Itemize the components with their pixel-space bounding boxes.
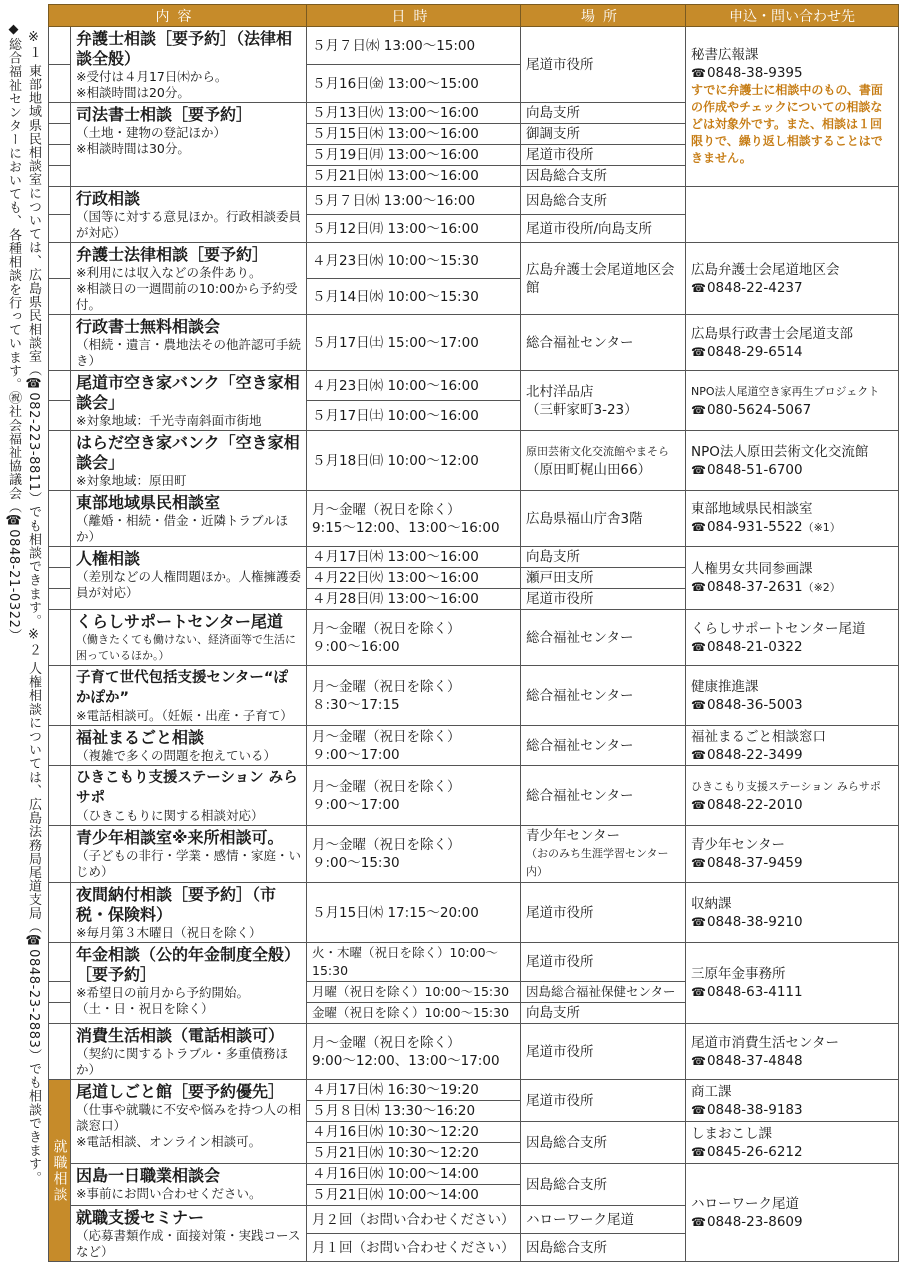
contact-cell: 広島県行政書士会尾道支部 ☎ 0848-29-6514 xyxy=(686,315,899,371)
table-row xyxy=(49,883,899,943)
table-row xyxy=(49,1024,899,1080)
place-cell: 因島総合支所 xyxy=(521,1122,686,1164)
contact-cell: 広島弁護士会尾道地区会 ☎ 0848-22-4237 xyxy=(686,243,899,315)
date-cell: ５月14日㈬ 10:00～15:30 xyxy=(307,279,521,315)
table-row xyxy=(49,943,899,982)
place-cell: 総合福祉センター xyxy=(521,315,686,371)
date-cell: ５月17日㈯ 15:00～17:00 xyxy=(307,315,521,371)
place-cell: 尾道市役所/向島支所 xyxy=(521,215,686,243)
content-cell: 因島一日職業相談会 ※事前にお問い合わせください。 xyxy=(71,1164,307,1206)
contact-cell: NPO法人尾道空き家再生プロジェクト ☎ 080-5624-5067 xyxy=(686,371,899,431)
place-cell: 総合福祉センター xyxy=(521,726,686,766)
date-cell: 月～金曜（祝日を除く） ９:00～15:30 xyxy=(307,826,521,883)
date-cell: ５月19日㈪ 13:00～16:00 xyxy=(307,145,521,166)
place-cell: 尾道市役所 xyxy=(521,27,686,103)
content-cell: 尾道しごと館［要予約優先］ （仕事や就職に不安や悩みを持つ人の相談窓口） ※電話相談、オンライン相談可。 xyxy=(71,1080,307,1164)
date-cell: ５月16日㈮ 13:00～15:00 xyxy=(307,65,521,103)
place-cell: 青少年センター （おのみち生涯学習センター内） xyxy=(521,826,686,883)
place-cell: 広島県福山庁舎3階 xyxy=(521,491,686,547)
date-cell: ５月15日㈭ 17:15～20:00 xyxy=(307,883,521,943)
content-cell: 年金相談（公的年金制度全般）［要予約］ ※希望日の前月から予約開始。 （土・日・祝日を除く） xyxy=(71,943,307,1024)
content-cell: 東部地域県民相談室 （離婚・相続・借金・近隣トラブルほか） xyxy=(71,491,307,547)
content-cell: 就職支援セミナー （応募書類作成・面接対策・実践コースなど） xyxy=(71,1206,307,1262)
date-cell: ４月17日㈭ 16:30～19:20 xyxy=(307,1080,521,1101)
contact-cell: NPO法人原田芸術文化交流館 ☎ 0848-51-6700 xyxy=(686,431,899,491)
date-cell: ４月22日㈫ 13:00～16:00 xyxy=(307,568,521,589)
contact-cell: 東部地域県民相談室 ☎ 084-931-5522（※1） xyxy=(686,491,899,547)
table-row xyxy=(49,491,899,547)
date-cell: ５月21日㈬ 13:00～16:00 xyxy=(307,166,521,187)
side-note-1: ※１ 東部地域県民相談室については、広島県民相談室（☎082-223-8811）でも相談できます。※２ 人権相談については、広島法務局尾道支局（☎0848-23-2883）でも相談できます。 xyxy=(26,30,41,1185)
place-cell: 原田芸術文化交流館やまそら （原田町梶山田66） xyxy=(521,431,686,491)
contact-cell xyxy=(686,187,899,243)
place-cell: 瀬戸田支所 xyxy=(521,568,686,589)
date-cell: ５月13日㈫ 13:00～16:00 xyxy=(307,103,521,124)
header-place: 場所 xyxy=(521,5,686,27)
content-cell: 福祉まるごと相談 （複雑で多くの問題を抱えている） xyxy=(71,726,307,766)
date-cell: 月～金曜（祝日を除く） 9:00～12:00、13:00～17:00 xyxy=(307,1024,521,1080)
date-cell: ５月７日㈬ 13:00～15:00 xyxy=(307,27,521,65)
contact-cell: 福祉まるごと相談窓口 ☎ 0848-22-3499 xyxy=(686,726,899,766)
date-cell: ４月23日㈬ 10:00～16:00 xyxy=(307,371,521,401)
place-cell: 総合福祉センター xyxy=(521,766,686,826)
place-cell: 尾道市役所 xyxy=(521,589,686,610)
header-contact: 申込・問い合わせ先 xyxy=(686,5,899,27)
place-cell: 尾道市役所 xyxy=(521,883,686,943)
contact-cell: 尾道市消費生活センター ☎ 0848-37-4848 xyxy=(686,1024,899,1080)
date-cell: ４月17日㈭ 13:00～16:00 xyxy=(307,547,521,568)
date-cell: 金曜（祝日を除く）10:00～15:30 xyxy=(307,1003,521,1024)
date-cell: ５月18日㈰ 10:00～12:00 xyxy=(307,431,521,491)
place-cell: 向島支所 xyxy=(521,103,686,124)
date-cell: 月～金曜（祝日を除く） ９:00～16:00 xyxy=(307,610,521,666)
date-cell: 火・木曜（祝日を除く）10:00～15:30 xyxy=(307,943,521,982)
date-cell: ５月17日㈯ 10:00～16:00 xyxy=(307,401,521,431)
contact-cell: 人権男女共同参画課 ☎ 0848-37-2631（※2） xyxy=(686,547,899,610)
date-cell: ４月16日㈬ 10:30～12:20 xyxy=(307,1122,521,1143)
table-row xyxy=(49,610,899,666)
date-cell: 月１回（お問い合わせください） xyxy=(307,1234,521,1262)
place-cell: 尾道市役所 xyxy=(521,145,686,166)
place-cell: 尾道市役所 xyxy=(521,943,686,982)
content-cell: 行政書士無料相談会 （相続・遺言・農地法その他許認可手続き） xyxy=(71,315,307,371)
table-row xyxy=(49,315,899,371)
date-cell: 月～金曜（祝日を除く） ９:00～17:00 xyxy=(307,726,521,766)
place-cell: 向島支所 xyxy=(521,547,686,568)
date-cell: 月～金曜（祝日を除く） ９:00～17:00 xyxy=(307,766,521,826)
place-cell: 総合福祉センター xyxy=(521,610,686,666)
job-tag: 就職相談 xyxy=(49,1080,71,1262)
date-cell: ５月21日㈬ 10:00～14:00 xyxy=(307,1185,521,1206)
header-content: 内容 xyxy=(49,5,307,27)
date-cell: ４月28日㈪ 13:00～16:00 xyxy=(307,589,521,610)
table-row xyxy=(49,371,899,401)
contact-cell: ハローワーク尾道 ☎ 0848-23-8609 xyxy=(686,1164,899,1262)
table-header-row xyxy=(49,5,899,27)
content-cell: くらしサポートセンター尾道 （働きたくても働けない、経済面等で生活に困っているほか。） xyxy=(71,610,307,666)
content-cell: 司法書士相談［要予約］ （土地・建物の登記ほか） ※相談時間は30分。 xyxy=(71,103,307,187)
content-cell: 行政相談 （国等に対する意見ほか。行政相談委員が対応） xyxy=(71,187,307,243)
date-cell: 月２回（お問い合わせください） xyxy=(307,1206,521,1234)
place-cell: 北村洋品店 （三軒家町3-23） xyxy=(521,371,686,431)
side-note-2: ◆総合福祉センターにおいても、各種相談を行っています。㊗社会福祉協議会（☎0848-21-0322） xyxy=(6,22,21,643)
date-cell: ５月８日㈭ 13:30～16:20 xyxy=(307,1101,521,1122)
content-cell: 弁護士相談［要予約］（法律相談全般） ※受付は４月17日㈭から。 ※相談時間は20分。 xyxy=(71,27,307,103)
place-cell: 尾道市役所 xyxy=(521,1080,686,1122)
date-cell: 月～金曜（祝日を除く） 9:15～12:00、13:00～16:00 xyxy=(307,491,521,547)
content-cell: 弁護士法律相談［要予約］ ※利用には収入などの条件あり。 ※相談日の一週間前の10:00から予約受付。 xyxy=(71,243,307,315)
content-cell: ひきこもり支援ステーション みらサポ （ひきこもりに関する相談対応） xyxy=(71,766,307,826)
table-row xyxy=(49,431,899,491)
date-cell: 月曜（祝日を除く）10:00～15:30 xyxy=(307,982,521,1003)
content-cell: 消費生活相談（電話相談可） （契約に関するトラブル・多重債務ほか） xyxy=(71,1024,307,1080)
content-cell: 青少年相談室※来所相談可。 （子どもの非行・学業・感情・家庭・いじめ） xyxy=(71,826,307,883)
content-cell: はらだ空き家バンク「空き家相談会」 ※対象地域：原田町 xyxy=(71,431,307,491)
table-row xyxy=(49,1164,899,1185)
place-cell: 因島総合支所 xyxy=(521,166,686,187)
place-cell: 因島総合福祉保健センター xyxy=(521,982,686,1003)
date-cell: ４月16日㈬ 10:00～14:00 xyxy=(307,1164,521,1185)
header-date: 日時 xyxy=(307,5,521,27)
place-cell: 御調支所 xyxy=(521,124,686,145)
place-cell: 因島総合支所 xyxy=(521,1164,686,1206)
date-cell: ５月21日㈬ 10:30～12:20 xyxy=(307,1143,521,1164)
contact-cell: しまおこし課 ☎ 0845-26-6212 xyxy=(686,1122,899,1164)
table-row xyxy=(49,27,899,65)
date-cell: ４月23日㈬ 10:00～15:30 xyxy=(307,243,521,279)
date-cell: 月～金曜（祝日を除く） ８:30～17:15 xyxy=(307,666,521,726)
table-row xyxy=(49,187,899,215)
contact-cell: 収納課 ☎ 0848-38-9210 xyxy=(686,883,899,943)
place-cell: 因島総合支所 xyxy=(521,187,686,215)
content-cell: 尾道市空き家バンク「空き家相談会」 ※対象地域：千光寺南斜面市街地 xyxy=(71,371,307,431)
table-row xyxy=(49,726,899,766)
content-cell: 子育て世代包括支援センター“ぽかぽか” ※電話相談可。（妊娠・出産・子育て） xyxy=(71,666,307,726)
place-cell: 総合福祉センター xyxy=(521,666,686,726)
content-cell: 夜間納付相談［要予約］（市税・保険料） ※毎月第３木曜日（祝日を除く） xyxy=(71,883,307,943)
date-cell: ５月12日㈪ 13:00～16:00 xyxy=(307,215,521,243)
contact-cell: 商工課 ☎ 0848-38-9183 xyxy=(686,1080,899,1122)
consultation-table xyxy=(48,4,899,1262)
contact-cell: 青少年センター ☎ 0848-37-9459 xyxy=(686,826,899,883)
date-cell: ５月７日㈬ 13:00～16:00 xyxy=(307,187,521,215)
place-cell: ハローワーク尾道 xyxy=(521,1206,686,1234)
date-cell: ５月15日㈭ 13:00～16:00 xyxy=(307,124,521,145)
contact-cell: 秘書広報課 ☎ 0848-38-9395 すでに弁護士に相談中のもの、書面の作成やチェックについての相談などは対象外です。また、相談は１回限りで、繰り返し相談することはできません。 xyxy=(686,27,899,187)
contact-cell: ひきこもり支援ステーション みらサポ ☎ 0848-22-2010 xyxy=(686,766,899,826)
table-row xyxy=(49,547,899,568)
content-cell: 人権相談 （差別などの人権問題ほか。人権擁護委員が対応） xyxy=(71,547,307,610)
place-cell: 因島総合支所 xyxy=(521,1234,686,1262)
table-row xyxy=(49,766,899,826)
place-cell: 広島弁護士会尾道地区会館 xyxy=(521,243,686,315)
contact-cell: 三原年金事務所 ☎ 0848-63-4111 xyxy=(686,943,899,1024)
table-row xyxy=(49,666,899,726)
table-row xyxy=(49,826,899,883)
side-notes xyxy=(0,0,46,1214)
contact-cell: くらしサポートセンター尾道 ☎ 0848-21-0322 xyxy=(686,610,899,666)
table-row xyxy=(49,243,899,279)
table-row xyxy=(49,1080,899,1101)
contact-cell: 健康推進課 ☎ 0848-36-5003 xyxy=(686,666,899,726)
place-cell: 向島支所 xyxy=(521,1003,686,1024)
place-cell: 尾道市役所 xyxy=(521,1024,686,1080)
